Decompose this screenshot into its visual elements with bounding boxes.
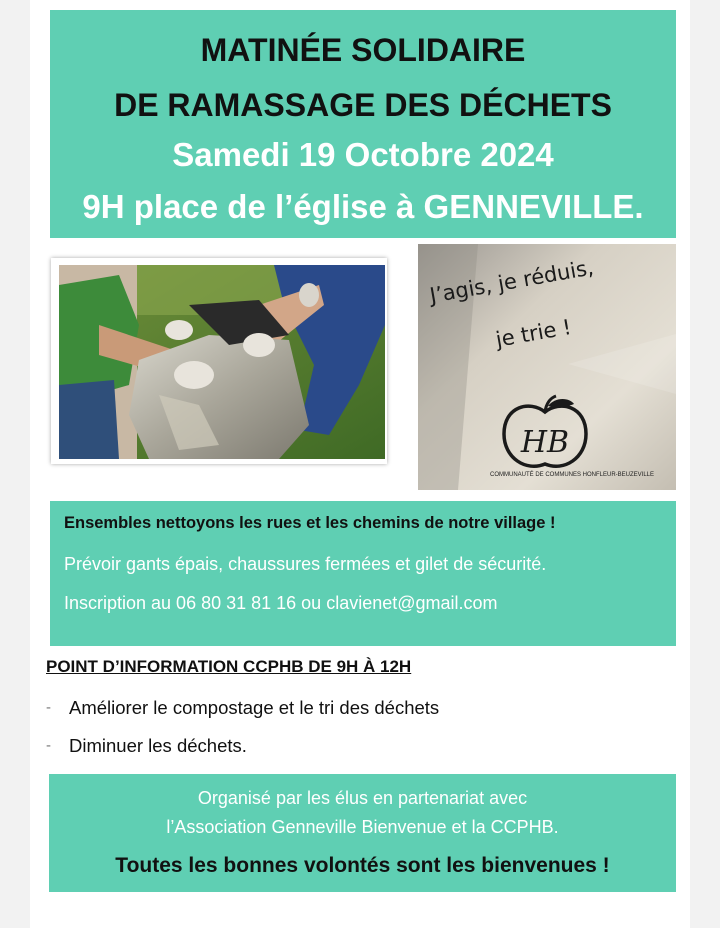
logo-letters: HB [520, 425, 570, 460]
info-point-title: POINT D’INFORMATION CCPHB DE 9H À 12H [46, 657, 412, 676]
slogan-line-1: J’agis, je réduis, [427, 255, 596, 308]
call-to-action: Ensembles nettoyons les rues et les chemins de notre village ! [64, 514, 556, 532]
flyer-page [30, 0, 690, 928]
registration-contact: Inscription au 06 80 31 81 16 ou clavienet@gmail.com [64, 593, 498, 613]
footer-banner [49, 774, 676, 892]
welcome-message: Toutes les bonnes volontés sont les bienvenues ! [115, 854, 610, 877]
ccphb-logo [490, 394, 655, 490]
title-line-2: DE RAMASSAGE DES DÉCHETS [114, 87, 612, 123]
event-place: 9H place de l’église à GENNEVILLE. [82, 188, 644, 225]
apple-logo-icon [490, 394, 600, 474]
volunteers-photo [59, 265, 385, 459]
volunteers-photo-frame [51, 258, 387, 464]
logo-caption: COMMUNAUTÉ DE COMMUNES HONFLEUR-BEUZEVILLE [490, 472, 655, 478]
title-banner [50, 10, 676, 238]
reusable-bag-photo [418, 244, 676, 490]
list-item-text: Améliorer le compostage et le tri des déchets [69, 697, 440, 718]
bullet-dash: - [46, 737, 51, 754]
list-item-text: Diminuer les déchets. [69, 735, 247, 756]
info-banner [50, 501, 676, 646]
title-line-1: MATINÉE SOLIDAIRE [200, 32, 526, 68]
event-date: Samedi 19 Octobre 2024 [172, 136, 554, 173]
organizer-line-2: l’Association Genneville Bienvenue et la CCPHB. [166, 817, 559, 837]
organizer-line-1: Organisé par les élus en partenariat avec [197, 788, 528, 808]
slogan-line-2: je trie ! [493, 314, 574, 352]
equipment-note: Prévoir gants épais, chaussures fermées et gilet de sécurité. [64, 554, 547, 574]
bullet-dash: - [46, 699, 51, 716]
